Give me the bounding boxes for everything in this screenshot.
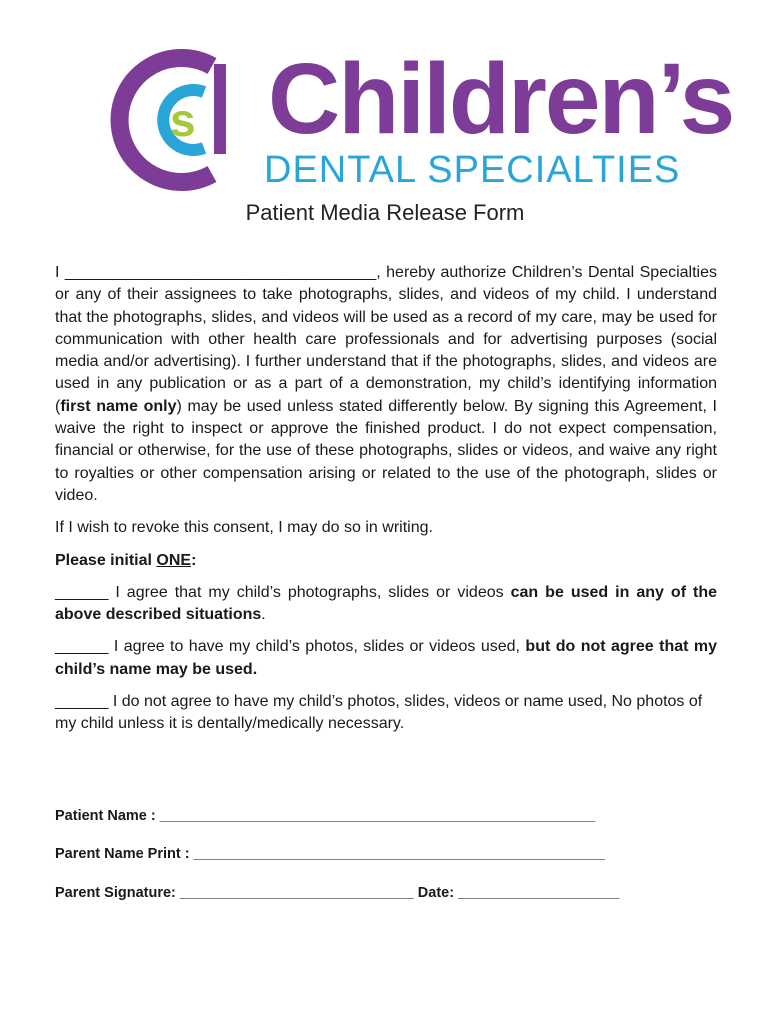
authorization-paragraph bbox=[55, 262, 717, 507]
form-title: Patient Media Release Form bbox=[245, 200, 525, 225]
parent-name-field[interactable]: Parent Name Print : ___________________________________________________ bbox=[55, 846, 605, 862]
brand-subtitle: DENTAL SPECIALTIES bbox=[264, 149, 681, 191]
initial-blank[interactable]: ______ bbox=[55, 638, 109, 656]
initial-blank[interactable]: ______ bbox=[55, 583, 109, 601]
intro-part1: I ___________________________________, hereby authorize Children’s Dental Specialties or any of their assignees to take photographs, slides, and videos of my child. I understand that the photographs, slides, and videos will be used as a record of my care, may be used for communication with other health care professionals and for advertising purposes (social media and/or advertising). I further understand that if the photographs, slides, and videos are used in any publication or as a part of a demonstration, my child’s identifying information ( bbox=[55, 264, 717, 415]
initial-blank[interactable]: ______ bbox=[55, 693, 109, 711]
intro-bold: first name only bbox=[60, 397, 177, 415]
logo bbox=[108, 43, 734, 194]
signature-row bbox=[55, 885, 725, 901]
intro-part2: ) may be used unless stated differently below. By signing this Agreement, I waive the right to inspect or approve the finished product. I do not expect compensation, financial or otherwise, for the use of these photographs, slides or videos, and waive any right to royalties or other compensation arising or related to the use of the photograph, slides or video. bbox=[55, 397, 717, 504]
parent-signature-field[interactable]: Parent Signature: _____________________________ bbox=[55, 885, 414, 901]
option-3[interactable]: ______ I do not agree to have my child’s photos, slides, videos or name used, No photos of my child unless it is dentally/medically necessary. bbox=[55, 693, 703, 733]
revoke-text: If I wish to revoke this consent, I may do so in writing. bbox=[55, 519, 433, 537]
brand-name: Children’s bbox=[268, 43, 734, 155]
option-1[interactable]: ______ I agree that my child’s photographs, slides or videos can be used in any of the above described situations. bbox=[55, 583, 718, 624]
option-2[interactable]: ______ I agree to have my child’s photos, slides or videos used, but do not agree that my child’s name may be used. bbox=[55, 638, 717, 678]
svg-text:s: s bbox=[170, 94, 196, 146]
patient-name-field[interactable]: Patient Name : ______________________________________________________ bbox=[55, 808, 596, 824]
initial-prompt: Please initial ONE: bbox=[55, 551, 197, 569]
cds-monogram-icon bbox=[108, 44, 268, 194]
date-field[interactable]: Date: ____________________ bbox=[417, 885, 620, 901]
initial-one: ONE bbox=[156, 551, 192, 569]
form-body bbox=[55, 262, 717, 746]
